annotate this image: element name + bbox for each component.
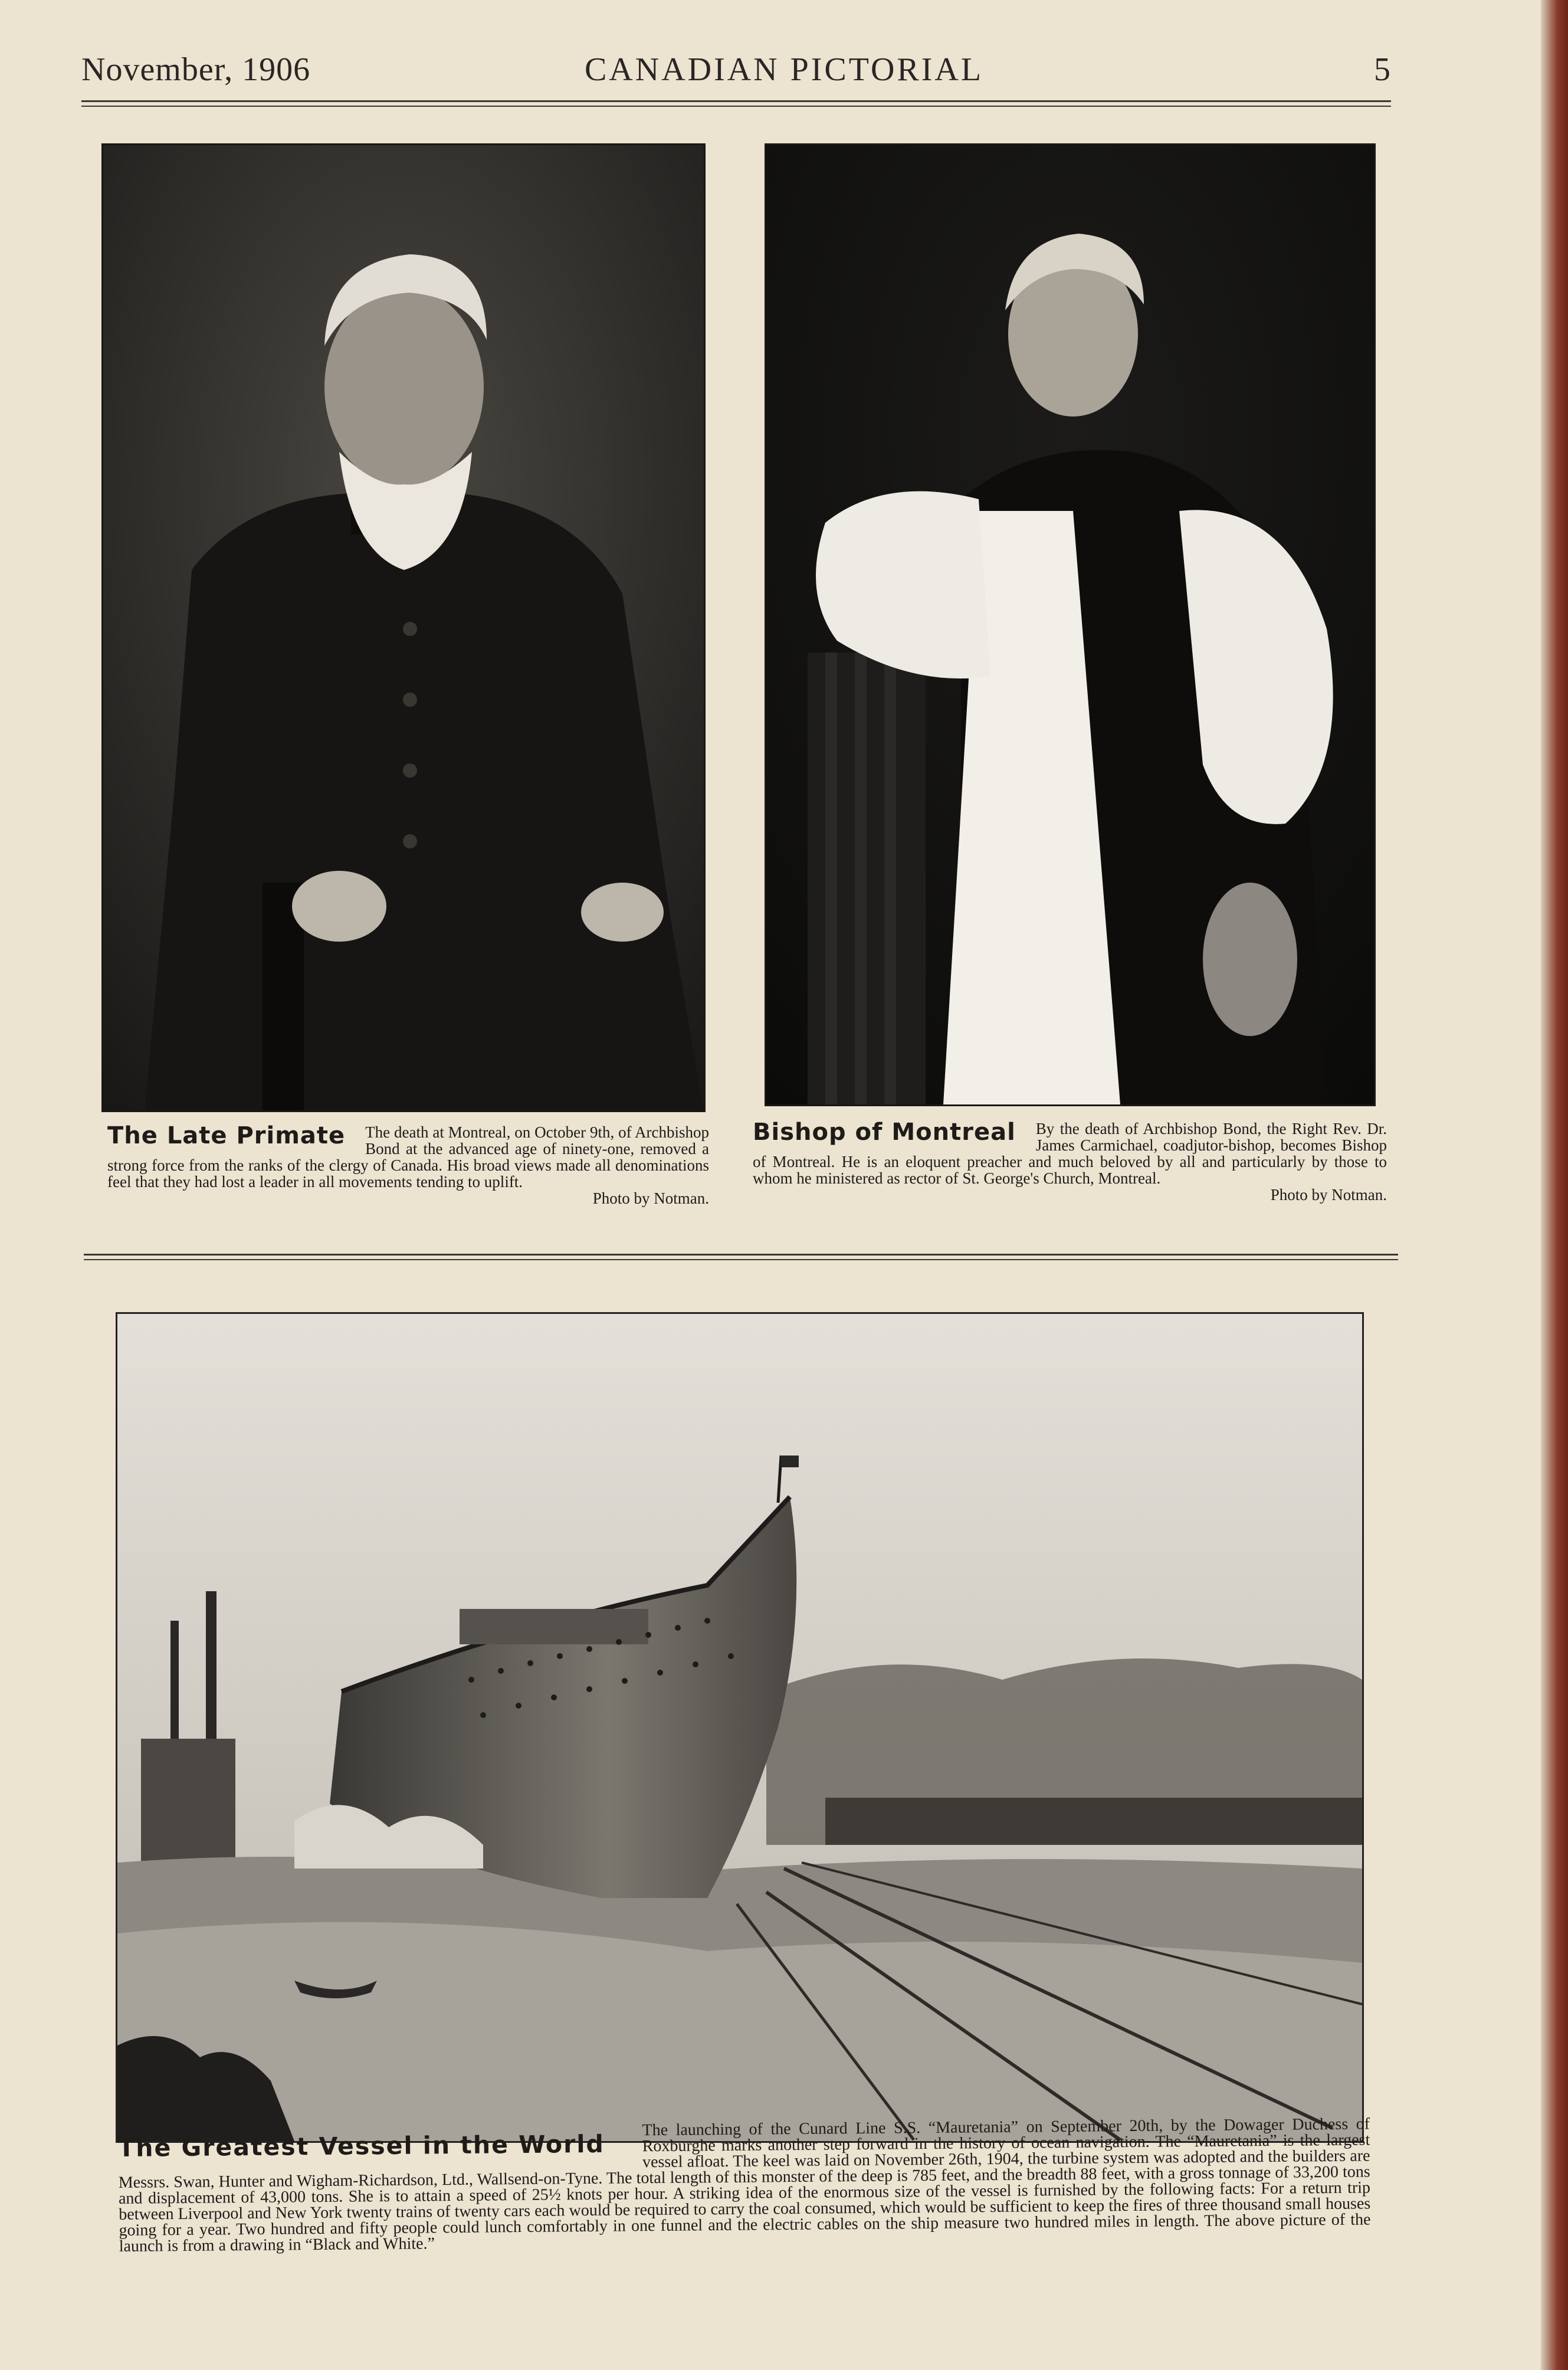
primate-caption bbox=[107, 1124, 709, 1207]
bishop-photo-credit: Photo by Notman. bbox=[1270, 1186, 1387, 1204]
bishop-title: Bishop of Montreal bbox=[753, 1119, 1016, 1146]
primate-photo bbox=[101, 143, 706, 1112]
section-rule bbox=[84, 1254, 1398, 1256]
binding-edge bbox=[1541, 0, 1568, 2370]
mauretania-launch-drawing bbox=[117, 1314, 1362, 2141]
primate-photo-credit: Photo by Notman. bbox=[592, 1189, 709, 1207]
bishop-photo bbox=[765, 143, 1376, 1106]
ship-title: The Greatest Vessel in the World bbox=[118, 2129, 605, 2162]
primate-title: The Late Primate bbox=[107, 1122, 346, 1149]
ship-caption bbox=[118, 2116, 1371, 2254]
header-rule bbox=[81, 100, 1391, 102]
bishop-caption-text: By the death of Archbishop Bond, the Right Rev. Dr. James Carmichael, coadjutor-bishop, becomes Bishop of Montreal. He is an eloquent preacher and much beloved by all and particularly by those to whom he ministered as rector of St. George's Church, Montreal. bbox=[753, 1120, 1387, 1187]
bishop-portrait-image bbox=[766, 145, 1374, 1104]
page-number: 5 bbox=[1374, 51, 1391, 88]
ship-illustration bbox=[116, 1312, 1364, 2143]
primate-caption-text: The death at Montreal, on October 9th, of Archbishop Bond at the advanced age of ninety-one, removed a strong force from the ranks of the clergy of Canada. His broad views made all denominations feel that they had lost a leader in all movements tending to uplift. bbox=[107, 1123, 709, 1191]
ship-caption-text: The launching of the Cunard Line S.S. “Mauretania” on September 20th, by the Dowager Duchess of Roxburghe marks another step forward in the history of ocean navigation. The “Mauretania” is the largest vessel afloat. The keel was laid on November 26th, 1904, the turbine system was adopted and the builders are Messrs. Swan, Hunter and Wigham-Richardson, Ltd., Wallsend-on-Tyne. The total length of this monster of the deep is 785 feet, and the breadth 88 feet, with a gross tonnage of 33,200 tons and displacement of 43,000 tons. She is to attain a speed of 25½ knots per hour. A striking idea of the enormous size of the vessel is furnished by the following facts: For a return trip between Liverpool and New York twenty trains of twenty cars each would be required to carry the coal consumed, which would be sufficient to keep the fires of three thousand small houses going for a year. Two hundred and fifty people could lunch comfortably in one funnel and the electric cables on the ship measure two hundred miles in length. The above picture of the launch is from a drawing in “Black and White.” bbox=[118, 2115, 1371, 2256]
primate-portrait-image bbox=[103, 145, 704, 1110]
publication-title: CANADIAN PICTORIAL bbox=[584, 51, 984, 88]
header-rule-thin bbox=[81, 106, 1391, 107]
issue-date: November, 1906 bbox=[81, 51, 311, 88]
bishop-caption bbox=[753, 1120, 1387, 1203]
section-rule-thin bbox=[84, 1259, 1398, 1260]
